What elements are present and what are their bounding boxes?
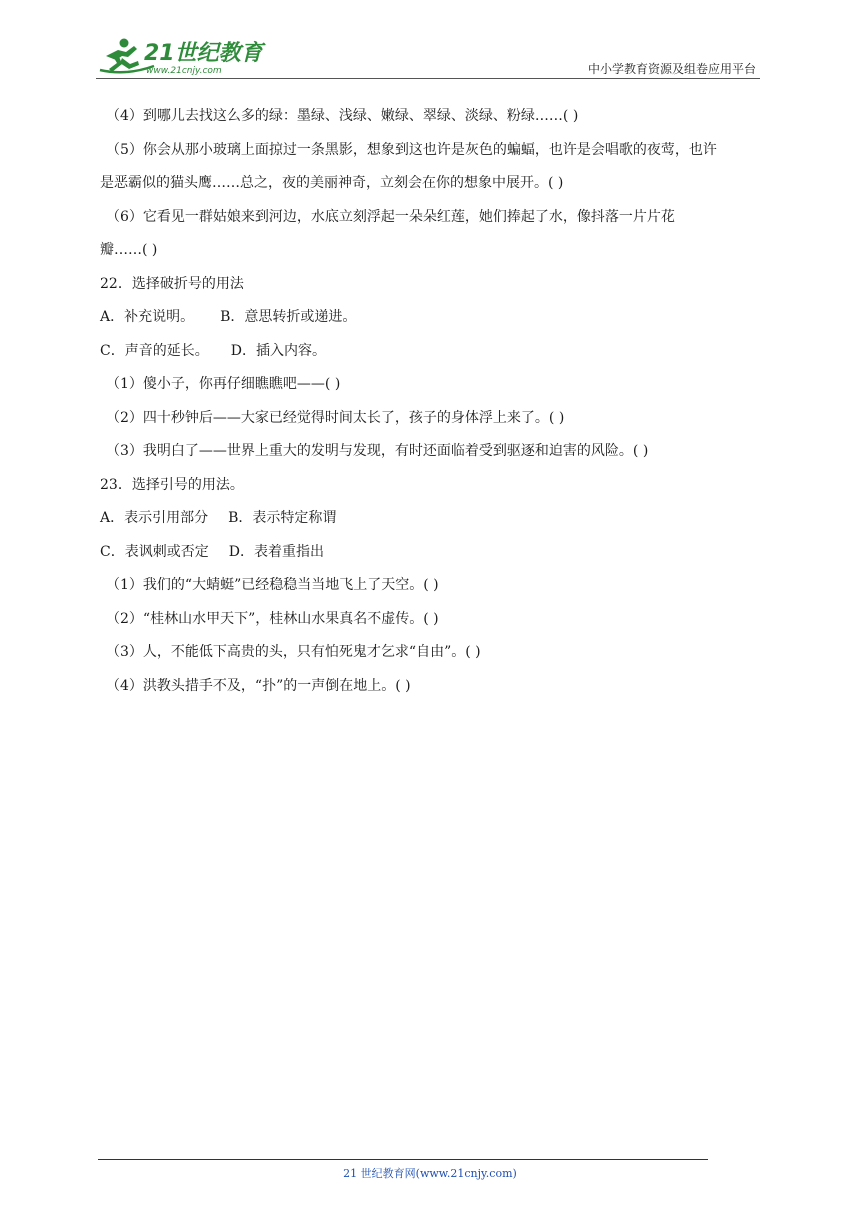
q22-options-row-1 [100, 301, 762, 335]
q23-option-d: D．表着重指出 [228, 543, 324, 560]
q22-option-b: B．意思转折或递进。 [220, 309, 357, 325]
footer-site-text: 21 世纪教育网(www.21cnjy.com) [343, 1167, 517, 1180]
document-content [100, 100, 762, 703]
q23-item-1: （1）我们的“大蜻蜓”已经稳稳当当地飞上了天空。( ) [106, 577, 439, 593]
q23-item-3: （3）人，不能低下高贵的头，只有怕死鬼才乞求“自由”。( ) [106, 644, 481, 660]
q22-title: 22．选择破折号的用法 [100, 275, 244, 292]
running-figure-logo-icon [96, 36, 266, 78]
q21-item-6-line2: 瓣……( ) [100, 242, 158, 258]
q21-item-4: （4）到哪儿去找这么多的绿：墨绿、浅绿、嫩绿、翠绿、淡绿、粉绿……( ) [106, 108, 579, 124]
q22-item-1: （1）傻小子，你再仔细瞧瞧吧——( ) [106, 376, 341, 392]
q22-item-3: （3）我明白了——世界上重大的发明与发现，有时还面临着受到驱逐和迫害的风险。( ) [106, 443, 649, 459]
q23-option-a: A．表示引用部分 [100, 510, 209, 526]
page-header [96, 36, 760, 80]
q23-options-row-1 [100, 502, 762, 536]
q21-item-6-line1: （6）它看见一群姑娘来到河边，水底立刻浮起一朵朵红莲，她们捧起了水，像抖落一片片花 [106, 208, 675, 225]
q22-item-2: （2）四十秒钟后——大家已经觉得时间太长了，孩子的身体浮上来了。( ) [106, 409, 565, 426]
q23-option-c: C．表讽刺或否定 [100, 543, 209, 560]
logo-text: 21世纪教育 [144, 41, 263, 66]
header-divider [96, 78, 760, 79]
q22-option-d: D．插入内容。 [230, 342, 326, 359]
q21-item-5-line2: 是恶霸似的猫头鹰……总之，夜的美丽神奇，立刻会在你的想象中展开。( ) [100, 175, 564, 191]
q23-item-4: （4）洪教头措手不及，“扑”的一声倒在地上。( ) [106, 677, 411, 694]
q23-options-row-2 [100, 536, 762, 570]
q21-item-5-line1: （5）你会从那小玻璃上面掠过一条黑影，想象到这也许是灰色的蝙蝠，也许是会唱歌的夜莺，也许 [106, 141, 717, 158]
logo-url-text: www.21cnjy.com [146, 66, 222, 76]
q22-option-a: A．补充说明。 [100, 309, 195, 325]
q23-title: 23．选择引号的用法。 [100, 476, 244, 493]
q23-item-2: （2）“桂林山水甲天下”，桂林山水果真名不虚传。( ) [106, 610, 439, 627]
q23-option-b: B．表示特定称谓 [228, 510, 337, 526]
q22-options-row-2 [100, 335, 762, 369]
q22-option-c: C．声音的延长。 [100, 342, 209, 359]
footer-divider [98, 1159, 708, 1160]
header-platform-text: 中小学教育资源及组卷应用平台 [587, 62, 756, 76]
